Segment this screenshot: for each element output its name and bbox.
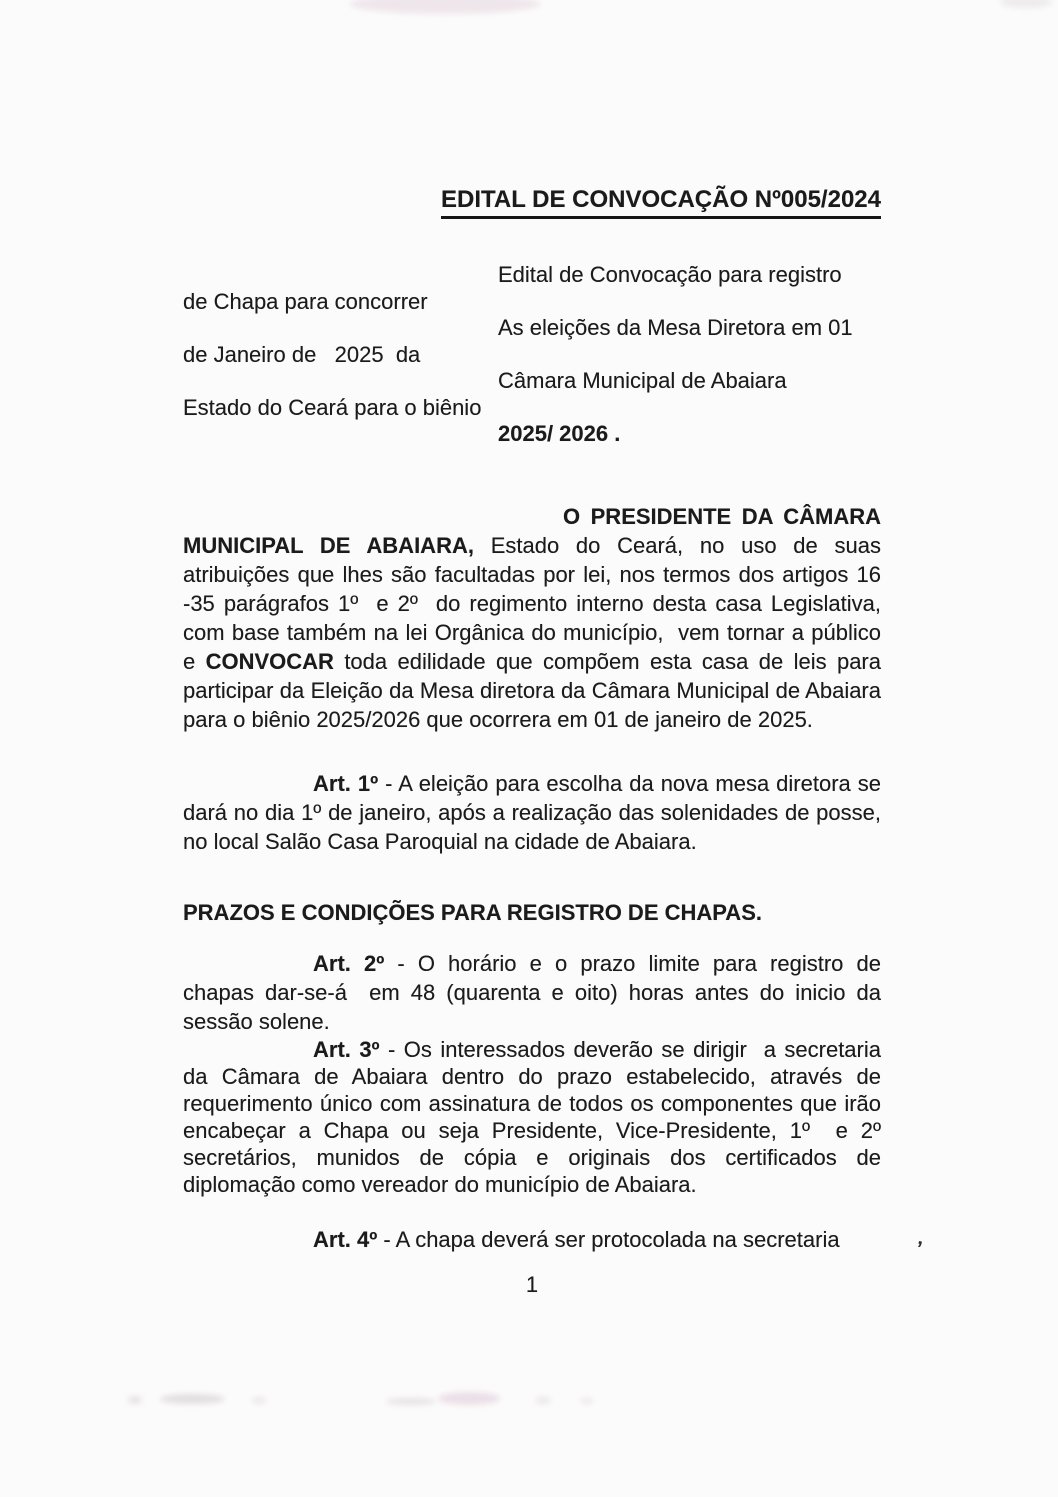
preamble-line: Câmara Municipal de Abaiara <box>498 368 787 393</box>
intro-body-2: toda edilidade que compõem esta casa de leis para participar da Eleição da Mesa diretora da Câmara Municipal de Abaiara para o biênio 2025/2026 que ocorrera em 01 de janeiro de 2025. <box>183 649 888 732</box>
article-4-label: Art. 4º <box>313 1227 378 1252</box>
article-3-text: - Os interessados deverão se dirigir a secretaria da Câmara de Abaiara dentro do prazo estabelecido, através de requerimento único com assinatura de todos os componentes que irão encabeçar a Chapa ou seja Presidente, Vice-Presidente, 1º e 2º secretários, munidos de cópia e originais dos certificados de diplomação como vereador do município de Abaiara. <box>183 1037 888 1197</box>
article-3-paragraph <box>183 1036 888 1198</box>
scan-smudge <box>1000 0 1052 8</box>
intro-lead-bold: O PRESIDENTE DA CÂMARA MUNICIPAL DE ABAIARA, <box>183 504 888 558</box>
scan-smudge <box>535 1397 551 1404</box>
article-3-label: Art. 3º <box>313 1037 380 1062</box>
document-title: EDITAL DE CONVOCAÇÃO Nº005/2024 <box>441 186 881 219</box>
section-heading: PRAZOS E CONDIÇÕES PARA REGISTRO DE CHAPAS. <box>183 900 762 925</box>
preamble-line: de Chapa para concorrer <box>183 288 428 314</box>
preamble-block <box>183 262 881 448</box>
article-4-paragraph <box>183 1225 881 1254</box>
article-1-label: Art. 1º <box>313 771 379 796</box>
preamble-line: As eleições da Mesa Diretora em 01 <box>498 315 853 340</box>
article-2-text: - O horário e o prazo limite para registro de chapas dar-se-á em 48 (quarenta e oito) horas antes do inicio da sessão solene. <box>183 951 888 1034</box>
scan-smudge <box>438 1392 500 1405</box>
scan-smudge <box>350 0 540 14</box>
convocar-word: CONVOCAR <box>205 649 334 674</box>
article-2-paragraph <box>183 949 888 1036</box>
document-title-line <box>183 186 881 219</box>
preamble-line: de Janeiro de 2025 da <box>183 341 421 367</box>
article-1-paragraph <box>183 769 888 856</box>
article-1-text: - A eleição para escolha da nova mesa diretora se dará no dia 1º de janeiro, após a realização das solenidades de posse, no local Salão Casa Paroquial na cidade de Abaiara. <box>183 771 888 854</box>
page-number: 1 <box>525 1272 539 1297</box>
preamble-line: Estado do Ceará para o biênio <box>183 394 482 420</box>
scan-smudge <box>128 1396 142 1404</box>
preamble-line-biennium: 2025/ 2026 . <box>498 421 621 446</box>
scan-smudge <box>580 1398 594 1404</box>
article-2-label: Art. 2º <box>313 951 385 976</box>
preamble-line: Edital de Convocação para registro <box>498 262 842 287</box>
scan-smudge <box>252 1397 266 1404</box>
intro-body-1: Estado do Ceará, no uso de suas atribuições que lhes são facultadas por lei, nos termos dos artigos 16 -35 parágrafos 1º e 2º do regimento interno desta casa Legislativa, com base também na lei Orgânica do município, vem tornar a público e <box>183 533 888 674</box>
scan-smudge <box>160 1394 225 1404</box>
intro-paragraph <box>183 502 888 734</box>
scan-smudge <box>386 1398 436 1405</box>
article-4-text: - A chapa deverá ser protocolada na secretaria <box>377 1227 840 1252</box>
stray-mark: ’ <box>913 1237 924 1261</box>
